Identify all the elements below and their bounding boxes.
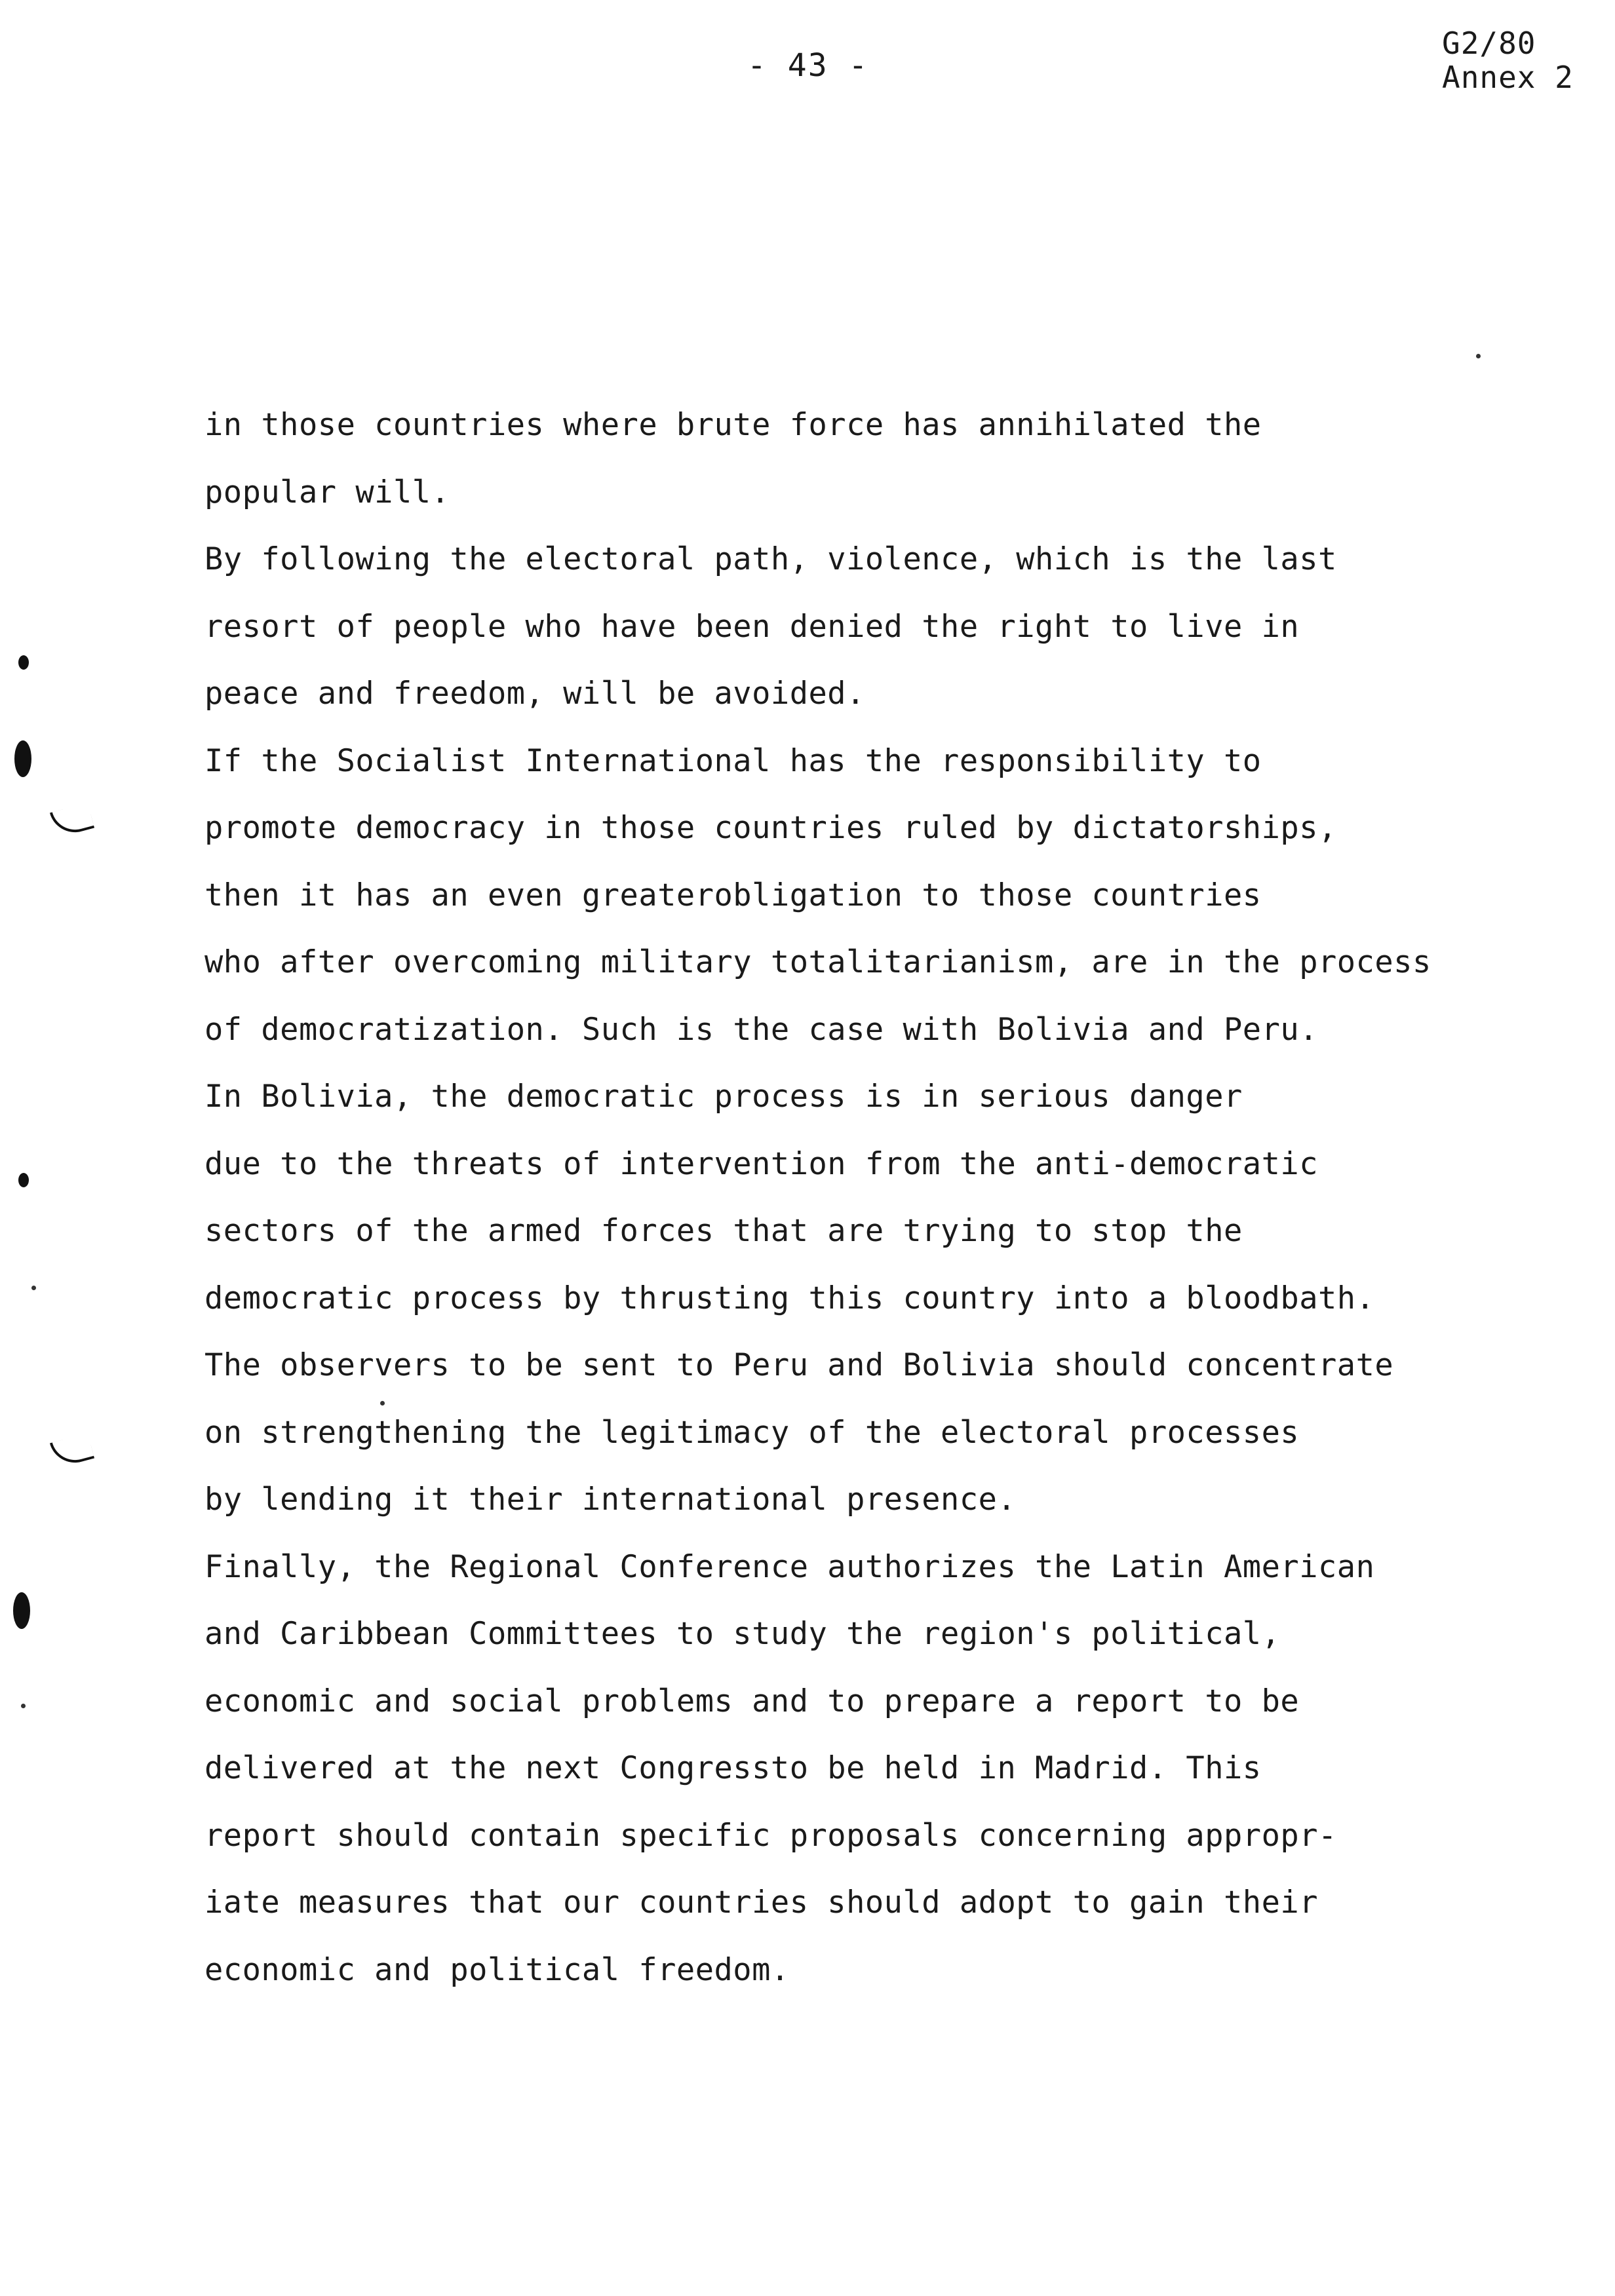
binder-hole-mark <box>50 1433 94 1468</box>
text-line: The observers to be sent to Peru and Bolivia should concentrate <box>204 1347 1394 1383</box>
text-line: who after overcoming military totalitarianism, are in the process <box>204 944 1431 980</box>
scan-speck <box>21 1704 26 1708</box>
text-line: Finally, the Regional Conference authorizes the Latin American <box>204 1548 1375 1585</box>
annex-label: Annex 2 <box>1442 60 1574 95</box>
text-line: democratic process by thrusting this country into a bloodbath. <box>204 1280 1375 1316</box>
text-line: then it has an even greaterobligation to those countries <box>204 877 1262 913</box>
text-line: promote democracy in those countries ruled by dictatorships, <box>204 810 1337 846</box>
text-line: resort of people who have been denied the right to live in <box>204 608 1300 645</box>
body-text <box>204 392 1515 2004</box>
text-line: iate measures that our countries should adopt to gain their <box>204 1885 1318 1921</box>
text-line: By following the electoral path, violence, which is the last <box>204 541 1337 577</box>
binder-hole-mark <box>14 740 31 777</box>
document-reference <box>1442 26 1574 94</box>
text-line: If the Socialist International has the responsibility to <box>204 742 1262 779</box>
binder-hole-mark <box>13 1592 30 1629</box>
binder-hole-mark <box>50 803 94 838</box>
binder-hole-mark <box>18 655 29 670</box>
text-line: In Bolivia, the democratic process is in serious danger <box>204 1079 1243 1115</box>
scan-speck <box>1476 354 1481 358</box>
text-line: due to the threats of intervention from the anti-democratic <box>204 1145 1318 1182</box>
text-line: peace and freedom, will be avoided. <box>204 676 865 712</box>
text-line: delivered at the next Congressto be held in Madrid. This <box>204 1750 1262 1786</box>
scan-speck <box>31 1286 36 1290</box>
binder-hole-mark <box>18 1173 29 1187</box>
text-line: by lending it their international presence. <box>204 1482 1017 1518</box>
scan-speck <box>380 1401 385 1406</box>
text-line: report should contain specific proposals concerning appropr- <box>204 1817 1337 1854</box>
text-line: in those countries where brute force has annihilated the <box>204 407 1262 443</box>
text-line: of democratization. Such is the case with Bolivia and Peru. <box>204 1011 1318 1048</box>
page-number: - 43 - <box>747 47 869 84</box>
text-line: on strengthening the legitimacy of the electoral processes <box>204 1414 1300 1451</box>
text-line: economic and political freedom. <box>204 1951 790 1988</box>
text-line: and Caribbean Committees to study the region's political, <box>204 1616 1281 1652</box>
text-line: economic and social problems and to prepare a report to be <box>204 1683 1300 1719</box>
document-code: G2/80 <box>1442 26 1536 61</box>
text-line: popular will. <box>204 474 450 510</box>
text-line: sectors of the armed forces that are trying to stop the <box>204 1213 1243 1249</box>
